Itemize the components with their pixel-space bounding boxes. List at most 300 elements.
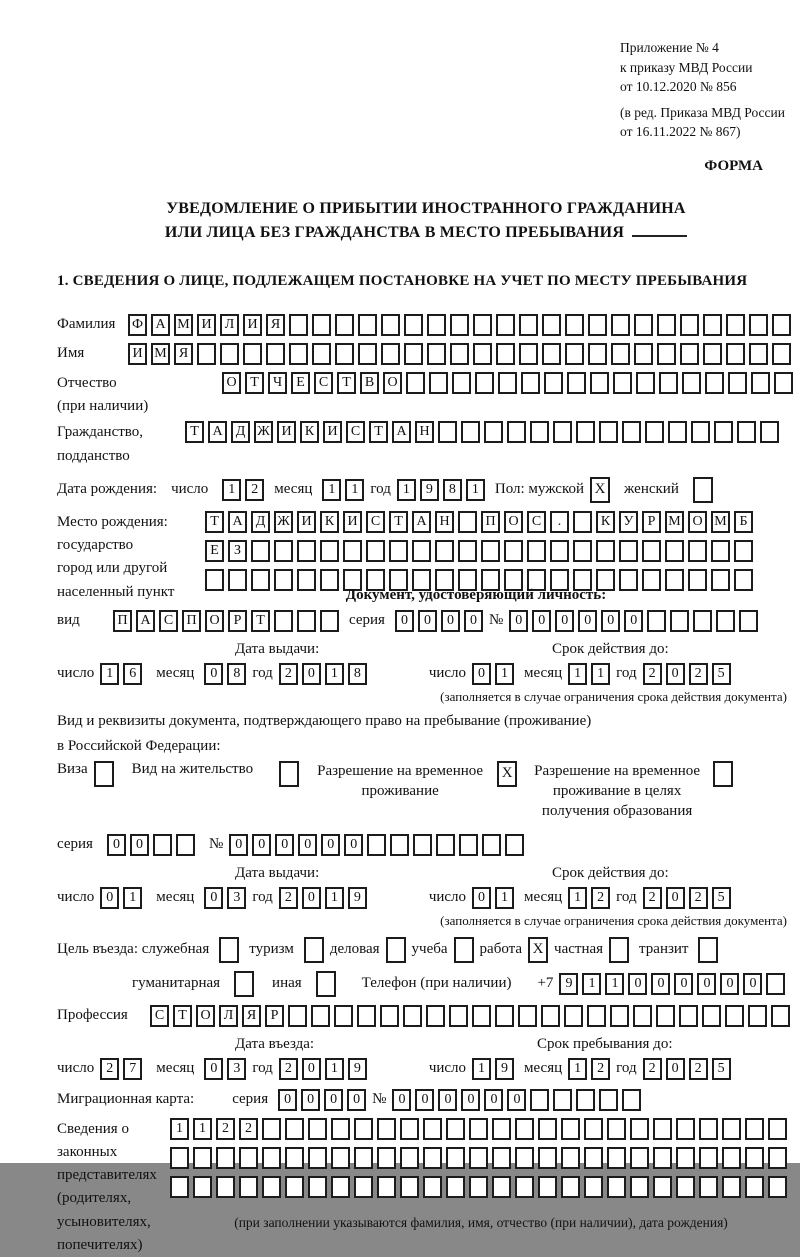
char-cell[interactable] bbox=[446, 1147, 465, 1169]
char-cell[interactable] bbox=[312, 343, 331, 365]
digit-cell[interactable]: 1 bbox=[397, 479, 416, 501]
char-cell[interactable]: Я bbox=[174, 343, 193, 365]
char-cell[interactable] bbox=[193, 1147, 212, 1169]
char-cell[interactable] bbox=[739, 610, 758, 632]
char-cell[interactable]: 1 bbox=[170, 1118, 189, 1140]
char-cell[interactable]: 0 bbox=[347, 1089, 366, 1111]
char-cell[interactable] bbox=[423, 1147, 442, 1169]
char-cell[interactable] bbox=[607, 1176, 626, 1198]
digit-cell[interactable]: 1 bbox=[568, 1058, 587, 1080]
char-cell[interactable]: Т bbox=[369, 421, 388, 443]
char-cell[interactable] bbox=[642, 569, 661, 591]
char-cell[interactable] bbox=[274, 569, 293, 591]
char-cell[interactable] bbox=[584, 1118, 603, 1140]
char-cell[interactable] bbox=[288, 1005, 307, 1027]
char-cell[interactable]: О bbox=[504, 511, 523, 533]
digit-cell[interactable]: 2 bbox=[689, 887, 708, 909]
char-cell[interactable]: Д bbox=[231, 421, 250, 443]
char-cell[interactable]: 1 bbox=[605, 973, 624, 995]
char-cell[interactable]: 0 bbox=[301, 1089, 320, 1111]
char-cell[interactable] bbox=[642, 540, 661, 562]
char-cell[interactable] bbox=[711, 540, 730, 562]
char-cell[interactable] bbox=[768, 1176, 787, 1198]
digit-cell[interactable]: 7 bbox=[123, 1058, 142, 1080]
char-cell[interactable] bbox=[400, 1176, 419, 1198]
char-cell[interactable] bbox=[458, 540, 477, 562]
char-cell[interactable]: 0 bbox=[578, 610, 597, 632]
char-cell[interactable]: З bbox=[228, 540, 247, 562]
char-cell[interactable] bbox=[722, 1176, 741, 1198]
char-cell[interactable] bbox=[153, 834, 172, 856]
char-cell[interactable] bbox=[492, 1147, 511, 1169]
char-cell[interactable] bbox=[262, 1118, 281, 1140]
char-cell[interactable]: 1 bbox=[193, 1118, 212, 1140]
char-cell[interactable]: Н bbox=[435, 511, 454, 533]
char-cell[interactable] bbox=[657, 314, 676, 336]
char-cell[interactable] bbox=[772, 343, 791, 365]
char-cell[interactable] bbox=[481, 540, 500, 562]
char-cell[interactable] bbox=[492, 1118, 511, 1140]
char-cell[interactable] bbox=[320, 540, 339, 562]
char-cell[interactable] bbox=[381, 343, 400, 365]
digit-cell[interactable]: 8 bbox=[348, 663, 367, 685]
char-cell[interactable] bbox=[702, 1005, 721, 1027]
digit-cell[interactable]: 0 bbox=[666, 663, 685, 685]
char-cell[interactable] bbox=[634, 343, 653, 365]
char-cell[interactable]: И bbox=[197, 314, 216, 336]
char-cell[interactable] bbox=[498, 372, 517, 394]
digit-cell[interactable]: 1 bbox=[591, 663, 610, 685]
sex-male-checkbox[interactable]: X bbox=[590, 477, 610, 503]
char-cell[interactable] bbox=[426, 1005, 445, 1027]
char-cell[interactable]: 2 bbox=[216, 1118, 235, 1140]
char-cell[interactable]: К bbox=[320, 511, 339, 533]
char-cell[interactable] bbox=[519, 343, 538, 365]
digit-cell[interactable]: 6 bbox=[123, 663, 142, 685]
char-cell[interactable] bbox=[693, 610, 712, 632]
char-cell[interactable] bbox=[544, 372, 563, 394]
digit-cell[interactable]: 1 bbox=[495, 887, 514, 909]
char-cell[interactable] bbox=[308, 1118, 327, 1140]
char-cell[interactable] bbox=[413, 834, 432, 856]
digit-cell[interactable]: 1 bbox=[466, 479, 485, 501]
char-cell[interactable] bbox=[565, 314, 584, 336]
char-cell[interactable] bbox=[251, 569, 270, 591]
char-cell[interactable] bbox=[521, 372, 540, 394]
char-cell[interactable] bbox=[588, 343, 607, 365]
char-cell[interactable]: А bbox=[412, 511, 431, 533]
char-cell[interactable] bbox=[427, 314, 446, 336]
char-cell[interactable] bbox=[289, 314, 308, 336]
char-cell[interactable] bbox=[216, 1176, 235, 1198]
char-cell[interactable] bbox=[495, 1005, 514, 1027]
char-cell[interactable] bbox=[380, 1005, 399, 1027]
char-cell[interactable]: Л bbox=[219, 1005, 238, 1027]
digit-cell[interactable]: 3 bbox=[227, 1058, 246, 1080]
char-cell[interactable]: 0 bbox=[275, 834, 294, 856]
digit-cell[interactable]: 0 bbox=[204, 887, 223, 909]
digit-cell[interactable]: 1 bbox=[345, 479, 364, 501]
char-cell[interactable] bbox=[515, 1118, 534, 1140]
char-cell[interactable]: 0 bbox=[651, 973, 670, 995]
char-cell[interactable] bbox=[630, 1147, 649, 1169]
char-cell[interactable] bbox=[745, 1118, 764, 1140]
char-cell[interactable] bbox=[734, 540, 753, 562]
char-cell[interactable] bbox=[657, 343, 676, 365]
char-cell[interactable] bbox=[542, 314, 561, 336]
char-cell[interactable] bbox=[550, 540, 569, 562]
char-cell[interactable] bbox=[308, 1176, 327, 1198]
char-cell[interactable] bbox=[400, 1147, 419, 1169]
digit-cell[interactable]: 0 bbox=[302, 887, 321, 909]
char-cell[interactable]: 0 bbox=[415, 1089, 434, 1111]
char-cell[interactable]: О bbox=[222, 372, 241, 394]
char-cell[interactable] bbox=[726, 343, 745, 365]
char-cell[interactable] bbox=[565, 343, 584, 365]
char-cell[interactable] bbox=[312, 314, 331, 336]
char-cell[interactable] bbox=[619, 569, 638, 591]
char-cell[interactable]: 0 bbox=[441, 610, 460, 632]
digit-cell[interactable]: 2 bbox=[279, 1058, 298, 1080]
char-cell[interactable]: А bbox=[136, 610, 155, 632]
official-checkbox[interactable] bbox=[219, 937, 239, 963]
char-cell[interactable] bbox=[285, 1176, 304, 1198]
char-cell[interactable] bbox=[676, 1176, 695, 1198]
char-cell[interactable] bbox=[611, 314, 630, 336]
digit-cell[interactable]: 5 bbox=[712, 1058, 731, 1080]
char-cell[interactable]: 0 bbox=[628, 973, 647, 995]
char-cell[interactable]: С bbox=[150, 1005, 169, 1027]
char-cell[interactable] bbox=[633, 1005, 652, 1027]
char-cell[interactable] bbox=[722, 1147, 741, 1169]
digit-cell[interactable]: 1 bbox=[325, 887, 344, 909]
char-cell[interactable] bbox=[297, 540, 316, 562]
char-cell[interactable] bbox=[670, 610, 689, 632]
char-cell[interactable]: 0 bbox=[252, 834, 271, 856]
digit-cell[interactable]: 1 bbox=[472, 1058, 491, 1080]
char-cell[interactable] bbox=[659, 372, 678, 394]
char-cell[interactable] bbox=[377, 1147, 396, 1169]
char-cell[interactable] bbox=[688, 540, 707, 562]
char-cell[interactable] bbox=[423, 1176, 442, 1198]
char-cell[interactable] bbox=[653, 1176, 672, 1198]
char-cell[interactable]: 0 bbox=[720, 973, 739, 995]
char-cell[interactable]: 0 bbox=[624, 610, 643, 632]
char-cell[interactable]: С bbox=[346, 421, 365, 443]
char-cell[interactable] bbox=[768, 1118, 787, 1140]
char-cell[interactable] bbox=[427, 343, 446, 365]
char-cell[interactable] bbox=[475, 372, 494, 394]
char-cell[interactable] bbox=[527, 540, 546, 562]
char-cell[interactable]: П bbox=[481, 511, 500, 533]
char-cell[interactable] bbox=[630, 1118, 649, 1140]
work-checkbox[interactable]: X bbox=[528, 937, 548, 963]
digit-cell[interactable]: 2 bbox=[643, 1058, 662, 1080]
char-cell[interactable] bbox=[289, 343, 308, 365]
char-cell[interactable] bbox=[354, 1118, 373, 1140]
char-cell[interactable]: М bbox=[151, 343, 170, 365]
char-cell[interactable] bbox=[170, 1147, 189, 1169]
char-cell[interactable] bbox=[716, 610, 735, 632]
char-cell[interactable]: Ч bbox=[268, 372, 287, 394]
char-cell[interactable]: 0 bbox=[392, 1089, 411, 1111]
char-cell[interactable] bbox=[358, 314, 377, 336]
char-cell[interactable] bbox=[482, 834, 501, 856]
char-cell[interactable] bbox=[722, 1118, 741, 1140]
digit-cell[interactable]: 8 bbox=[443, 479, 462, 501]
digit-cell[interactable]: 2 bbox=[279, 663, 298, 685]
char-cell[interactable]: А bbox=[392, 421, 411, 443]
visa-checkbox[interactable] bbox=[94, 761, 114, 787]
char-cell[interactable] bbox=[679, 1005, 698, 1027]
char-cell[interactable] bbox=[607, 1118, 626, 1140]
char-cell[interactable]: П bbox=[182, 610, 201, 632]
char-cell[interactable] bbox=[682, 372, 701, 394]
char-cell[interactable] bbox=[251, 540, 270, 562]
char-cell[interactable] bbox=[734, 569, 753, 591]
char-cell[interactable] bbox=[766, 973, 785, 995]
digit-cell[interactable]: 2 bbox=[591, 887, 610, 909]
char-cell[interactable]: . bbox=[550, 511, 569, 533]
char-cell[interactable] bbox=[748, 1005, 767, 1027]
char-cell[interactable]: Т bbox=[337, 372, 356, 394]
char-cell[interactable] bbox=[239, 1147, 258, 1169]
char-cell[interactable] bbox=[699, 1176, 718, 1198]
char-cell[interactable] bbox=[576, 421, 595, 443]
char-cell[interactable] bbox=[335, 343, 354, 365]
char-cell[interactable] bbox=[599, 1089, 618, 1111]
char-cell[interactable] bbox=[400, 1118, 419, 1140]
char-cell[interactable] bbox=[567, 372, 586, 394]
digit-cell[interactable]: 0 bbox=[100, 887, 119, 909]
char-cell[interactable] bbox=[406, 372, 425, 394]
char-cell[interactable]: 0 bbox=[321, 834, 340, 856]
char-cell[interactable] bbox=[703, 314, 722, 336]
char-cell[interactable] bbox=[429, 372, 448, 394]
char-cell[interactable] bbox=[507, 421, 526, 443]
char-cell[interactable] bbox=[530, 421, 549, 443]
char-cell[interactable] bbox=[725, 1005, 744, 1027]
char-cell[interactable] bbox=[297, 610, 316, 632]
char-cell[interactable] bbox=[473, 314, 492, 336]
char-cell[interactable]: И bbox=[323, 421, 342, 443]
private-checkbox[interactable] bbox=[609, 937, 629, 963]
char-cell[interactable] bbox=[519, 314, 538, 336]
char-cell[interactable] bbox=[665, 540, 684, 562]
char-cell[interactable] bbox=[774, 372, 793, 394]
char-cell[interactable]: 0 bbox=[344, 834, 363, 856]
char-cell[interactable] bbox=[515, 1147, 534, 1169]
char-cell[interactable] bbox=[452, 372, 471, 394]
char-cell[interactable] bbox=[630, 1176, 649, 1198]
char-cell[interactable] bbox=[170, 1176, 189, 1198]
char-cell[interactable] bbox=[381, 314, 400, 336]
digit-cell[interactable]: 2 bbox=[689, 1058, 708, 1080]
char-cell[interactable]: К bbox=[300, 421, 319, 443]
char-cell[interactable] bbox=[751, 372, 770, 394]
char-cell[interactable]: 0 bbox=[278, 1089, 297, 1111]
char-cell[interactable] bbox=[726, 314, 745, 336]
char-cell[interactable]: Б bbox=[734, 511, 753, 533]
digit-cell[interactable]: 2 bbox=[279, 887, 298, 909]
digit-cell[interactable]: 9 bbox=[495, 1058, 514, 1080]
char-cell[interactable] bbox=[634, 314, 653, 336]
char-cell[interactable]: 0 bbox=[324, 1089, 343, 1111]
char-cell[interactable] bbox=[599, 421, 618, 443]
char-cell[interactable]: С bbox=[527, 511, 546, 533]
char-cell[interactable]: 0 bbox=[601, 610, 620, 632]
char-cell[interactable] bbox=[515, 1176, 534, 1198]
char-cell[interactable]: К bbox=[596, 511, 615, 533]
char-cell[interactable] bbox=[458, 511, 477, 533]
char-cell[interactable]: И bbox=[243, 314, 262, 336]
char-cell[interactable]: 0 bbox=[484, 1089, 503, 1111]
char-cell[interactable]: М bbox=[711, 511, 730, 533]
char-cell[interactable]: М bbox=[665, 511, 684, 533]
char-cell[interactable]: П bbox=[113, 610, 132, 632]
char-cell[interactable] bbox=[274, 610, 293, 632]
char-cell[interactable] bbox=[403, 1005, 422, 1027]
temp-residence-edu-checkbox[interactable] bbox=[713, 761, 733, 787]
char-cell[interactable]: 0 bbox=[509, 610, 528, 632]
char-cell[interactable] bbox=[619, 540, 638, 562]
digit-cell[interactable]: 1 bbox=[325, 1058, 344, 1080]
digit-cell[interactable]: 9 bbox=[348, 1058, 367, 1080]
char-cell[interactable]: 0 bbox=[507, 1089, 526, 1111]
char-cell[interactable] bbox=[469, 1176, 488, 1198]
char-cell[interactable]: С bbox=[366, 511, 385, 533]
char-cell[interactable] bbox=[538, 1176, 557, 1198]
char-cell[interactable]: Е bbox=[291, 372, 310, 394]
char-cell[interactable] bbox=[636, 372, 655, 394]
digit-cell[interactable]: 0 bbox=[666, 887, 685, 909]
digit-cell[interactable]: 0 bbox=[472, 887, 491, 909]
digit-cell[interactable]: 5 bbox=[712, 887, 731, 909]
char-cell[interactable]: Н bbox=[415, 421, 434, 443]
char-cell[interactable]: Т bbox=[389, 511, 408, 533]
char-cell[interactable]: С bbox=[159, 610, 178, 632]
char-cell[interactable] bbox=[331, 1176, 350, 1198]
char-cell[interactable] bbox=[647, 610, 666, 632]
char-cell[interactable] bbox=[354, 1147, 373, 1169]
char-cell[interactable] bbox=[285, 1147, 304, 1169]
business-checkbox[interactable] bbox=[386, 937, 406, 963]
char-cell[interactable] bbox=[665, 569, 684, 591]
char-cell[interactable]: 2 bbox=[239, 1118, 258, 1140]
char-cell[interactable]: 0 bbox=[298, 834, 317, 856]
char-cell[interactable] bbox=[680, 343, 699, 365]
digit-cell[interactable]: 0 bbox=[472, 663, 491, 685]
char-cell[interactable] bbox=[711, 569, 730, 591]
digit-cell[interactable]: 2 bbox=[100, 1058, 119, 1080]
char-cell[interactable] bbox=[435, 540, 454, 562]
char-cell[interactable] bbox=[613, 372, 632, 394]
char-cell[interactable] bbox=[311, 1005, 330, 1027]
char-cell[interactable] bbox=[538, 1147, 557, 1169]
char-cell[interactable]: 0 bbox=[674, 973, 693, 995]
char-cell[interactable] bbox=[472, 1005, 491, 1027]
char-cell[interactable] bbox=[412, 540, 431, 562]
char-cell[interactable] bbox=[561, 1147, 580, 1169]
char-cell[interactable]: 0 bbox=[532, 610, 551, 632]
char-cell[interactable] bbox=[354, 1176, 373, 1198]
char-cell[interactable]: И bbox=[297, 511, 316, 533]
char-cell[interactable] bbox=[749, 343, 768, 365]
char-cell[interactable] bbox=[377, 1118, 396, 1140]
digit-cell[interactable]: 1 bbox=[100, 663, 119, 685]
char-cell[interactable]: О bbox=[688, 511, 707, 533]
char-cell[interactable] bbox=[749, 314, 768, 336]
char-cell[interactable] bbox=[243, 343, 262, 365]
char-cell[interactable] bbox=[446, 1118, 465, 1140]
char-cell[interactable] bbox=[530, 1089, 549, 1111]
char-cell[interactable] bbox=[285, 1118, 304, 1140]
char-cell[interactable] bbox=[320, 569, 339, 591]
char-cell[interactable]: Д bbox=[251, 511, 270, 533]
char-cell[interactable] bbox=[703, 343, 722, 365]
char-cell[interactable] bbox=[771, 1005, 790, 1027]
char-cell[interactable] bbox=[584, 1176, 603, 1198]
digit-cell[interactable]: 1 bbox=[322, 479, 341, 501]
digit-cell[interactable]: 2 bbox=[689, 663, 708, 685]
char-cell[interactable] bbox=[680, 314, 699, 336]
char-cell[interactable] bbox=[436, 834, 455, 856]
char-cell[interactable] bbox=[768, 1147, 787, 1169]
char-cell[interactable]: 0 bbox=[697, 973, 716, 995]
char-cell[interactable]: И bbox=[128, 343, 147, 365]
char-cell[interactable]: Ф bbox=[128, 314, 147, 336]
char-cell[interactable] bbox=[691, 421, 710, 443]
digit-cell[interactable]: 5 bbox=[712, 663, 731, 685]
char-cell[interactable] bbox=[335, 314, 354, 336]
char-cell[interactable] bbox=[610, 1005, 629, 1027]
char-cell[interactable] bbox=[449, 1005, 468, 1027]
char-cell[interactable] bbox=[573, 511, 592, 533]
char-cell[interactable] bbox=[262, 1176, 281, 1198]
char-cell[interactable] bbox=[611, 343, 630, 365]
char-cell[interactable] bbox=[596, 540, 615, 562]
transit-checkbox[interactable] bbox=[698, 937, 718, 963]
char-cell[interactable]: А bbox=[228, 511, 247, 533]
char-cell[interactable] bbox=[193, 1176, 212, 1198]
char-cell[interactable] bbox=[266, 343, 285, 365]
char-cell[interactable]: 0 bbox=[229, 834, 248, 856]
char-cell[interactable] bbox=[728, 372, 747, 394]
char-cell[interactable] bbox=[496, 314, 515, 336]
char-cell[interactable]: 0 bbox=[555, 610, 574, 632]
char-cell[interactable]: Р bbox=[642, 511, 661, 533]
char-cell[interactable]: 0 bbox=[743, 973, 762, 995]
char-cell[interactable] bbox=[343, 540, 362, 562]
char-cell[interactable] bbox=[518, 1005, 537, 1027]
char-cell[interactable]: В bbox=[360, 372, 379, 394]
char-cell[interactable] bbox=[587, 1005, 606, 1027]
char-cell[interactable]: Ж bbox=[274, 511, 293, 533]
char-cell[interactable] bbox=[676, 1147, 695, 1169]
char-cell[interactable] bbox=[446, 1176, 465, 1198]
char-cell[interactable]: 0 bbox=[438, 1089, 457, 1111]
char-cell[interactable]: И bbox=[277, 421, 296, 443]
char-cell[interactable] bbox=[714, 421, 733, 443]
char-cell[interactable] bbox=[653, 1118, 672, 1140]
digit-cell[interactable]: 1 bbox=[123, 887, 142, 909]
digit-cell[interactable]: 9 bbox=[348, 887, 367, 909]
char-cell[interactable]: Р bbox=[265, 1005, 284, 1027]
other-checkbox[interactable] bbox=[316, 971, 336, 997]
char-cell[interactable] bbox=[505, 834, 524, 856]
char-cell[interactable] bbox=[367, 834, 386, 856]
char-cell[interactable] bbox=[358, 343, 377, 365]
